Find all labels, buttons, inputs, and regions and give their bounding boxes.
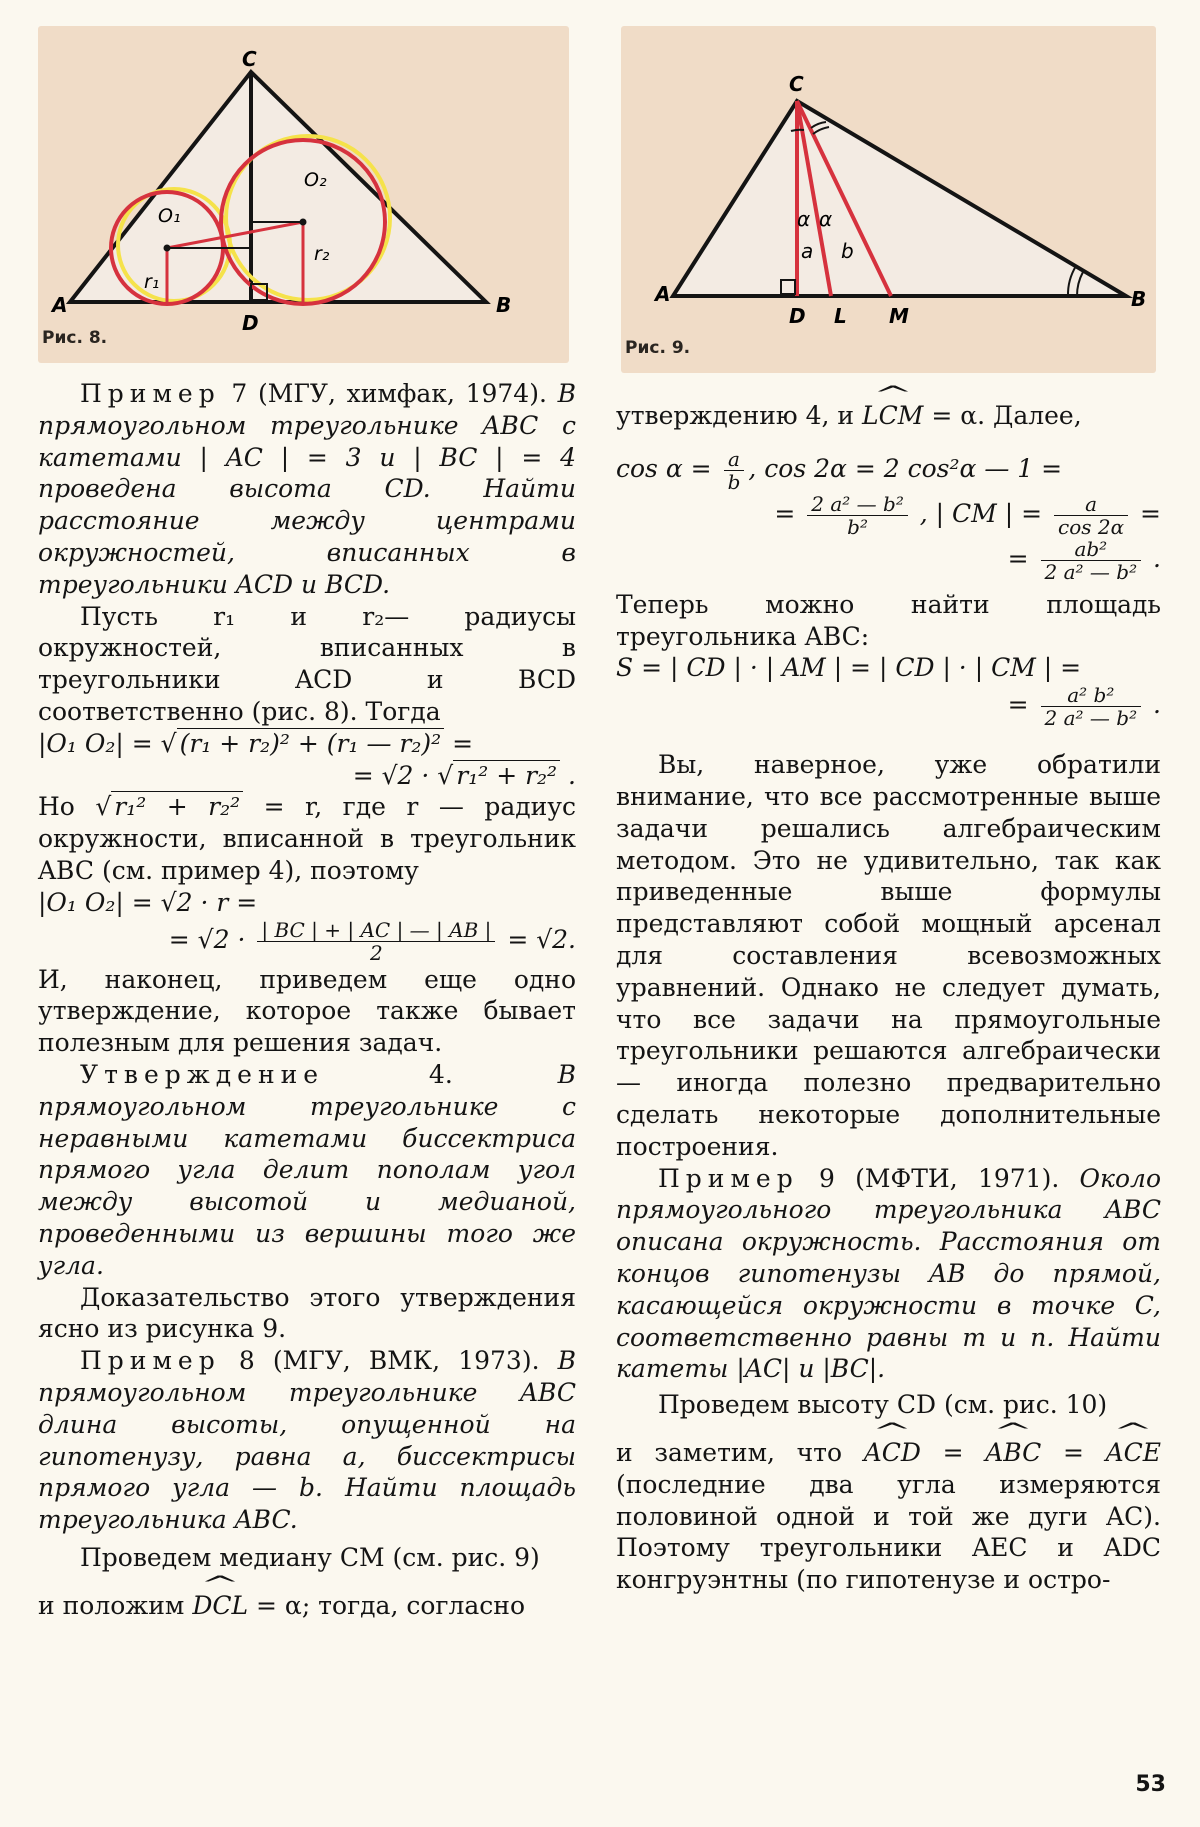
paragraph-set-angle-end: = α; тогда, согласно: [248, 1590, 526, 1620]
formula-area-result: [616, 684, 1161, 729]
example-7-source: 7 (МГУ, химфак, 1974).: [220, 379, 558, 408]
paragraph-radii: Пусть r₁ и r₂— радиусы окружностей, вписанных в треугольники ACD и BCD соответственно (рис. 8). Тогда: [38, 601, 576, 726]
fig8-label-c: C: [242, 47, 257, 71]
left-column: [38, 378, 576, 1621]
formula-cos-start: cos α =: [616, 453, 720, 483]
paragraph-algebraic: Вы, наверное, уже обратили внимание, что все рассмотренные выше задачи решались алгебраическим методом. Это не удивительно, так как приведенные выше формулы представляют собой мощный арсенал для составления всевозможных уравнений. Однако не следует думать, что все задачи на прямоугольные треугольники решаются алгебраически — иногда полезно предварительно сделать некоторые дополнительные построения.: [616, 750, 1161, 1161]
paragraph-set-angle: [38, 1590, 576, 1622]
formula-result: [38, 919, 576, 964]
paragraph-angles-eq-1: =: [920, 1437, 986, 1467]
figure-8-caption: Рис. 8.: [42, 328, 108, 348]
statement-4: [38, 1059, 576, 1282]
example-8-task: В прямоугольном треугольнике ABC длина высоты, опущенной на гипотенузу, равна a, биссектрисы прямого угла — b. Найти площадь треугольника ABC.: [38, 1346, 576, 1535]
paragraph-but-start: Но √: [38, 792, 112, 822]
paragraph-angles-eq-2: =: [1041, 1437, 1106, 1467]
fig9-label-m: M: [889, 304, 909, 328]
formula-sqrt2: [38, 760, 576, 792]
fig9-label-alpha-1: α: [797, 207, 811, 231]
angle-abc: ^ ABC: [985, 1437, 1041, 1469]
paragraph-set-angle-start: и положим: [38, 1590, 193, 1620]
figure-9: [621, 26, 1156, 373]
formula-sqrt2-end: .: [560, 760, 576, 790]
angle-acd: ^ ACD: [864, 1437, 921, 1469]
formula-area-result-start: =: [1007, 690, 1037, 720]
paragraph-median: Проведем медиану CM (см. рис. 9): [80, 1542, 540, 1572]
fig9-label-a-lower: a: [801, 239, 814, 263]
formula-cm-result-denominator: 2 a² — b²: [1044, 559, 1138, 584]
angle-ace: ^ ACE: [1106, 1437, 1161, 1469]
formula-cm: [616, 493, 1161, 538]
fig8-label-d: D: [242, 311, 259, 335]
triangle-abc: [673, 101, 1126, 296]
figure-9-caption: Рис. 9.: [625, 338, 691, 358]
fig9-label-c: C: [789, 72, 804, 96]
formula-cm-denominator-2: cos 2α: [1058, 514, 1125, 539]
fig8-label-o1: O₁: [158, 205, 181, 227]
statement-4-heading: Утверждение: [80, 1059, 325, 1089]
figure-9-drawing: [621, 26, 1156, 373]
paragraph-angles-rest: (последние два угла измеряются половиной одной и той же дуги AC). Поэтому треугольники AEC и ADC конгруэнтны (по гипотенузе и остро-: [616, 1469, 1161, 1595]
formula-cos-fraction: [724, 448, 745, 493]
formula-o1o2-eq: =: [444, 728, 474, 758]
example-8: [38, 1345, 576, 1536]
formula-sqrt2-radicand: r₁² + r₂²: [453, 760, 560, 790]
formula-cm-result-end: .: [1145, 543, 1161, 573]
formula-result-denominator: 2: [369, 940, 383, 965]
triangle-abc: [70, 72, 486, 302]
formula-cm-result: [616, 538, 1161, 583]
formula-result-start: = √2 ·: [168, 924, 254, 954]
formula-cm-start: =: [774, 498, 804, 528]
fig9-label-alpha-2: α: [819, 207, 833, 231]
fig9-label-l: L: [834, 304, 847, 328]
formula-cos: [616, 448, 1161, 493]
formula-area-result-denominator: 2 a² — b²: [1044, 706, 1138, 731]
formula-area-result-numerator: a² b²: [1041, 684, 1142, 707]
formula-cm-end: =: [1132, 498, 1161, 528]
example-7-task: В прямоугольном треугольнике ABC с катетами | AC | = 3 и | BC | = 4 проведена высота CD. Найти расстояние между центрами окружностей, вписанных в треугольники ACD и BCD.: [38, 379, 576, 599]
fig8-label-o2: O₂: [304, 169, 327, 191]
paragraph-angles: [616, 1437, 1161, 1596]
formula-cos-end: , cos 2α = 2 cos²α — 1 =: [748, 453, 1063, 483]
formula-cm-result-fraction: [1041, 538, 1142, 583]
formula-cm-fraction-1: [807, 493, 908, 538]
page-number: 53: [1135, 1772, 1166, 1797]
angle-dcl: ^ DCL: [192, 1590, 248, 1622]
formula-cm-fraction-2: [1054, 493, 1128, 538]
formula-o1o2-radicand: (r₁ + r₂)² + (r₁ — r₂)²: [177, 728, 445, 758]
fig8-label-r2: r₂: [314, 243, 330, 265]
formula-cos-numerator: a: [724, 448, 745, 471]
paragraph-but-rest: = r, где r — радиус окружности, вписанной в треугольник ABC (см. пример 4), поэтому: [38, 792, 576, 885]
example-9-source: 9 (МФТИ, 1971).: [798, 1163, 1080, 1193]
statement-4-number: 4.: [324, 1059, 558, 1089]
paragraph-proof: Доказательство этого утверждения ясно из рисунка 9.: [38, 1282, 576, 1344]
formula-cm-denominator-1: b²: [847, 514, 868, 539]
formula-o1o2-lhs: |O₁ O₂| = √: [38, 728, 177, 758]
paragraph-area: Теперь можно найти площадь треугольника ABC:: [616, 589, 1161, 651]
fig8-label-b: B: [496, 293, 512, 317]
formula-result-end: = √2.: [499, 924, 576, 954]
figure-8: [38, 26, 569, 363]
formula-cm-result-start: =: [1007, 543, 1037, 573]
formula-cos-denominator: b: [727, 469, 741, 494]
paragraph-altitude: Проведем высоту CD (см. рис. 10): [658, 1390, 1108, 1420]
paragraph-but-radicand: r₁² + r₂²: [111, 791, 243, 821]
formula-cm-mid: , | CM | =: [911, 498, 1050, 528]
right-column: [616, 400, 1161, 1596]
formula-area-result-fraction: [1041, 684, 1142, 729]
formula-cm-numerator-1: 2 a² — b²: [807, 493, 908, 516]
fig8-label-a: A: [52, 293, 68, 317]
paragraph-statement-ref-start: утверждению 4, и: [616, 401, 863, 430]
statement-4-text: В прямоугольном треугольнике с неравными катетами биссектриса прямого угла делит пополам угол между высотой и медианой, проведенными из вершины того же угла.: [38, 1059, 576, 1280]
formula-cm-result-numerator: ab²: [1041, 538, 1142, 561]
fig8-label-r1: r₁: [144, 271, 160, 293]
fig9-label-a: A: [655, 282, 671, 306]
paragraph-statement-ref-end: = α. Далее,: [923, 401, 1082, 430]
formula-area-result-end: .: [1145, 690, 1161, 720]
example-7-heading: Пример: [80, 379, 221, 408]
formula-result-fraction: [257, 919, 495, 964]
example-8-heading: Пример: [80, 1346, 221, 1376]
paragraph-statement-ref: [616, 400, 1161, 432]
fig9-label-b: B: [1131, 287, 1147, 311]
paragraph-finally: И, наконец, приведем еще одно утверждение, которое также бывает полезным для решения задач.: [38, 964, 576, 1058]
angle-lcm: ^ LCM: [862, 400, 923, 432]
example-7: [38, 378, 576, 601]
example-8-source: 8 (МГУ, ВМК, 1973).: [220, 1346, 558, 1376]
paragraph-but: [38, 791, 576, 886]
fig9-label-d: D: [789, 304, 806, 328]
formula-o1o2: [38, 728, 576, 760]
example-9-heading: Пример: [658, 1163, 799, 1193]
formula-area: S = | CD | · | AM | = | CD | · | CM | =: [616, 653, 1082, 683]
formula-cm-numerator-2: a: [1054, 493, 1128, 516]
example-9: [616, 1163, 1161, 1386]
formula-result-numerator: | BC | + | AC | — | AB |: [257, 919, 495, 942]
formula-o1o2-r: |O₁ O₂| = √2 · r =: [38, 887, 258, 917]
example-9-task: Около прямоугольного треугольника ABC описана окружность. Расстояния от концов гипотенузы AB до прямой, касающейся окружности в точке C, соответственно равны m и n. Найти катеты |AC| и |BC|.: [616, 1163, 1161, 1384]
formula-sqrt2-lhs: = √2 · √: [352, 760, 454, 790]
figure-8-drawing: [38, 26, 569, 363]
paragraph-angles-start: и заметим, что: [616, 1437, 864, 1467]
fig9-label-b-lower: b: [841, 239, 854, 263]
